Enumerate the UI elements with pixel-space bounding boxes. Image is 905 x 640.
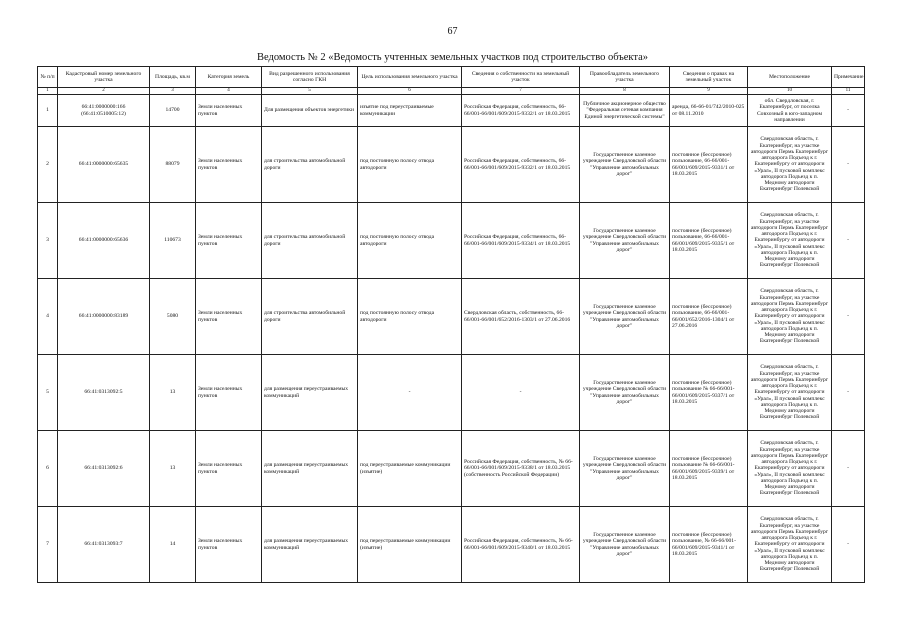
cell-ownership: Российская Федерация, собственность, 66-66/001-66/001/609/2015-9332/1 от 18.03.2015 bbox=[462, 95, 580, 127]
cell-permitted-use: для размещения переустраиваемых коммуникаций bbox=[262, 431, 358, 507]
cell-category: Земли населенных пунктов bbox=[196, 507, 262, 583]
cell-rights: постоянное (бессрочное) пользование, 66-66/001-66/001/609/2015-9331/1 от 18.03.2015 bbox=[670, 127, 748, 203]
header-cell-note: Примечание bbox=[832, 67, 865, 88]
header-cell-location: Местоположение bbox=[748, 67, 832, 88]
cell-holder: Государственное казенное учреждение Свердловской области "Управление автомобильных дорог" bbox=[580, 507, 670, 583]
cell-rights: аренда, 66-66-01/742/2010-025 от 08.11.2010 bbox=[670, 95, 748, 127]
cell-cadastral: 66:41:0313092:5 bbox=[58, 355, 150, 431]
cell-purpose: под постоянную полосу отвода автодороги bbox=[358, 203, 462, 279]
page-number: 67 bbox=[447, 26, 458, 37]
cell-location: Свердловская область, г. Екатеринбург, на участке автодороги Пермь Екатеринбург автодорога Подъезд к г. Екатеринбургу от автодороги «Урал», II пусковой комплекс автодорога Подъезд к п. Медному автодороги Екатеринбург Полевской bbox=[748, 203, 832, 279]
cell-holder: Государственное казенное учреждение Свердловской области "Управление автомобильных дорог" bbox=[580, 203, 670, 279]
cell-permitted-use: Для размещения объектов энергетики bbox=[262, 95, 358, 127]
cell-note: - bbox=[832, 95, 865, 127]
cell-number: 6 bbox=[38, 431, 58, 507]
cell-area: 88079 bbox=[150, 127, 196, 203]
column-number: 11 bbox=[832, 88, 865, 95]
cell-permitted-use: для размещения переустраиваемых коммуникаций bbox=[262, 355, 358, 431]
document-title: Ведомость № 2 «Ведомость учтенных земельных участков под строительство объекта» bbox=[256, 52, 649, 63]
cell-rights: постоянное (бессрочное) пользование, 66-66/001-66/001/652/2016-1304/1 от 27.06.2016 bbox=[670, 279, 748, 355]
cell-area: 110673 bbox=[150, 203, 196, 279]
cell-category: Земли населенных пунктов bbox=[196, 355, 262, 431]
cell-permitted-use: для строительства автомобильной дороги bbox=[262, 279, 358, 355]
cell-number: 2 bbox=[38, 127, 58, 203]
cell-purpose: под переустраиваемые коммуникации (изъятие) bbox=[358, 507, 462, 583]
header-cell-permitted-use: Вид разрешенного использования согласно ГКН bbox=[262, 67, 358, 88]
cell-category: Земли населенных пунктов bbox=[196, 95, 262, 127]
cell-location: Свердловская область, г. Екатеринбург, на участке автодороги Пермь Екатеринбург автодорога Подъезд к г. Екатеринбургу от автодороги «Урал», II пусковой комплекс автодорога Подъезд к п. Медному автодороги Екатеринбург Полевской bbox=[748, 279, 832, 355]
cell-category: Земли населенных пунктов bbox=[196, 203, 262, 279]
cell-area: 5080 bbox=[150, 279, 196, 355]
cell-rights: постоянное (бессрочное) пользование № 66-66/001-66/001/609/2015-9337/1 от 18.03.2015 bbox=[670, 355, 748, 431]
table-row bbox=[38, 507, 865, 583]
cell-number: 5 bbox=[38, 355, 58, 431]
cell-category: Земли населенных пунктов bbox=[196, 431, 262, 507]
cell-location: Свердловская область, г. Екатеринбург, на участке автодороги Пермь Екатеринбург автодорога Подъезд к г. Екатеринбургу от автодороги «Урал», II пусковой комплекс автодорога Подъезд к п. Медному автодороги Екатеринбург Полевской bbox=[748, 507, 832, 583]
cell-ownership: - bbox=[462, 355, 580, 431]
cell-holder: Публичное акционерное общество "Федеральная сетевая компания Единой энергетической системы" bbox=[580, 95, 670, 127]
cell-cadastral: 66:41:0000000:166 (66:41:0510005:12) bbox=[58, 95, 150, 127]
table-row bbox=[38, 127, 865, 203]
cell-cadastral: 66:41:0000000:65635 bbox=[58, 127, 150, 203]
cell-number: 1 bbox=[38, 95, 58, 127]
header-cell-area: Площадь, кв.м bbox=[150, 67, 196, 88]
column-number: 3 bbox=[150, 88, 196, 95]
cell-ownership: Российская Федерация, собственность, 66-66/001-66/001/609/2015-9332/1 от 18.03.2015 bbox=[462, 127, 580, 203]
cell-location: обл. Свердловская, г. Екатеринбург, от поселка Совхозный в юго-западном направлении bbox=[748, 95, 832, 127]
header-cell-purpose: Цель использования земельного участка bbox=[358, 67, 462, 88]
column-number: 10 bbox=[748, 88, 832, 95]
cell-number: 7 bbox=[38, 507, 58, 583]
cell-ownership: Свердловская область, собственность, 66-66/001-66/001/652/2016-1303/1 от 27.06.2016 bbox=[462, 279, 580, 355]
header-cell-holder: Правообладатель земельного участка bbox=[580, 67, 670, 88]
cell-area: 14 bbox=[150, 507, 196, 583]
header-cell-rights: Сведения о правах на земельный участок bbox=[670, 67, 748, 88]
column-number: 9 bbox=[670, 88, 748, 95]
header-cell-category: Категория земель bbox=[196, 67, 262, 88]
header-row bbox=[38, 67, 865, 88]
cell-cadastral: 66:41:0000000:65636 bbox=[58, 203, 150, 279]
cell-note: - bbox=[832, 355, 865, 431]
table-header bbox=[38, 67, 865, 95]
cell-note: - bbox=[832, 279, 865, 355]
header-cell-ownership: Сведения о собственности на земельный участок bbox=[462, 67, 580, 88]
column-number: 5 bbox=[262, 88, 358, 95]
cell-holder: Государственное казенное учреждение Свердловской области "Управление автомобильных дорог" bbox=[580, 355, 670, 431]
cell-location: Свердловская область, г. Екатеринбург, на участке автодороги Пермь Екатеринбург автодорога Подъезд к г. Екатеринбургу от автодороги «Урал», II пусковой комплекс автодорога Подъезд к п. Медному автодороги Екатеринбург Полевской bbox=[748, 355, 832, 431]
cell-category: Земли населенных пунктов bbox=[196, 279, 262, 355]
table-row bbox=[38, 355, 865, 431]
column-numbers-row bbox=[38, 88, 865, 95]
cell-location: Свердловская область, г. Екатеринбург, на участке автодороги Пермь Екатеринбург автодорога Подъезд к г. Екатеринбургу от автодороги «Урал», II пусковой комплекс автодорога Подъезд к п. Медному автодороги Екатеринбург Полевской bbox=[748, 127, 832, 203]
column-number: 6 bbox=[358, 88, 462, 95]
cell-area: 14700 bbox=[150, 95, 196, 127]
column-number: 2 bbox=[58, 88, 150, 95]
table-row bbox=[38, 431, 865, 507]
header-cell-number: № п/п bbox=[38, 67, 58, 88]
cell-purpose: - bbox=[358, 355, 462, 431]
cell-category: Земли населенных пунктов bbox=[196, 127, 262, 203]
cell-permitted-use: для размещения переустраиваемых коммуникаций bbox=[262, 507, 358, 583]
table-body bbox=[38, 95, 865, 583]
cell-area: 13 bbox=[150, 355, 196, 431]
cell-permitted-use: для строительства автомобильной дороги bbox=[262, 203, 358, 279]
cell-note: - bbox=[832, 203, 865, 279]
cell-number: 4 bbox=[38, 279, 58, 355]
column-number: 8 bbox=[580, 88, 670, 95]
cell-ownership: Российская Федерация, собственность, № 66-66/001-66/001/609/2015-9340/1 от 18.03.2015 bbox=[462, 507, 580, 583]
cell-cadastral: 66:41:0000000:83189 bbox=[58, 279, 150, 355]
cell-purpose: под постоянную полосу отвода автодороги bbox=[358, 279, 462, 355]
cell-location: Свердловская область, г. Екатеринбург, на участке автодороги Пермь Екатеринбург автодорога Подъезд к г. Екатеринбургу от автодороги «Урал», II пусковой комплекс автодорога Подъезд к п. Медному автодороги Екатеринбург Полевской bbox=[748, 431, 832, 507]
cell-cadastral: 66:41:0313093:7 bbox=[58, 507, 150, 583]
cell-purpose: под переустраиваемые коммуникации (изъятие) bbox=[358, 431, 462, 507]
cell-rights: постоянное (бессрочное) пользование, № 66-66/001-66/001/609/2015-9341/1 от 18.03.2015 bbox=[670, 507, 748, 583]
cell-holder: Государственное казенное учреждение Свердловской области "Управление автомобильных дорог" bbox=[580, 431, 670, 507]
cell-note: - bbox=[832, 507, 865, 583]
land-plots-table bbox=[37, 66, 865, 583]
cell-purpose: под постоянную полосу отвода автодороги bbox=[358, 127, 462, 203]
cell-number: 3 bbox=[38, 203, 58, 279]
column-number: 4 bbox=[196, 88, 262, 95]
cell-cadastral: 66:41:0313092:6 bbox=[58, 431, 150, 507]
table-row bbox=[38, 203, 865, 279]
column-number: 7 bbox=[462, 88, 580, 95]
table-row bbox=[38, 95, 865, 127]
cell-holder: Государственное казенное учреждение Свердловской области "Управление автомобильных дорог" bbox=[580, 279, 670, 355]
cell-rights: постоянное (бессрочное) пользование № 66-66/001-66/001/609/2015-9339/1 от 18.03.2015 bbox=[670, 431, 748, 507]
cell-ownership: Российская Федерация, собственность, 66-66/001-66/001/609/2015-9334/1 от 18.03.2015 bbox=[462, 203, 580, 279]
cell-area: 13 bbox=[150, 431, 196, 507]
cell-rights: постоянное (бессрочное) пользование, 66-66/001-66/001/609/2015-9335/1 от 18.03.2015 bbox=[670, 203, 748, 279]
cell-note: - bbox=[832, 127, 865, 203]
header-cell-cadastral: Кадастровый номер земельного участка bbox=[58, 67, 150, 88]
cell-purpose: изъятие под переустраиваемые коммуникации bbox=[358, 95, 462, 127]
cell-ownership: Российская Федерация, собственность, № 66-66/001-66/001/609/2015-9338/1 от 18.03.2015 (собственность Российской Федерации) bbox=[462, 431, 580, 507]
cell-note: - bbox=[832, 431, 865, 507]
cell-permitted-use: для строительства автомобильной дороги bbox=[262, 127, 358, 203]
table-row bbox=[38, 279, 865, 355]
cell-holder: Государственное казенное учреждение Свердловской области "Управление автомобильных дорог" bbox=[580, 127, 670, 203]
column-number: 1 bbox=[38, 88, 58, 95]
